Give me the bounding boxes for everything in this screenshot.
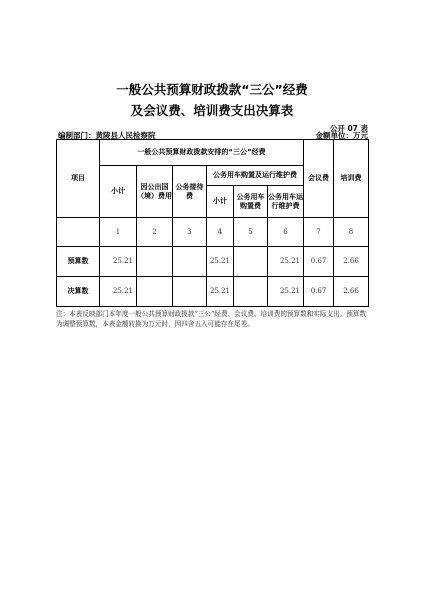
cell-subtotal: 25.21 bbox=[100, 247, 137, 277]
header-vehicle-group: 公务用车购置及运行维护费 bbox=[207, 166, 304, 186]
unit-label: 金额单位：万元 bbox=[315, 131, 368, 140]
cell-abroad bbox=[137, 277, 173, 307]
index-cell: 1 bbox=[100, 218, 137, 247]
index-cell: 8 bbox=[334, 218, 369, 247]
header-group-title: 一般公共预算财政拨款安排的“三公”经费 bbox=[100, 140, 304, 166]
index-cell: 2 bbox=[137, 218, 173, 247]
index-cell: 7 bbox=[304, 218, 334, 247]
cell-reception bbox=[173, 277, 207, 307]
cell-training: 2.66 bbox=[334, 277, 369, 307]
index-cell: 6 bbox=[268, 218, 304, 247]
index-cell: 3 bbox=[173, 218, 207, 247]
header-meeting: 会议费 bbox=[304, 140, 334, 218]
cell-vehicle-purchase bbox=[234, 247, 268, 277]
cell-vehicle-operation: 25.21 bbox=[268, 277, 304, 307]
report-title-line2: 及会议费、培训费支出决算表 bbox=[130, 103, 294, 118]
cell-meeting: 0.67 bbox=[304, 247, 334, 277]
index-cell-empty bbox=[57, 218, 100, 247]
table-note: 注：本表反映部门本年度一般公共预算财政拨款“三公”经费、会议费、培训费的预算数和实际支出。预算数为调整预算数，本表金额转换为万元时，因四舍五入可能存在尾差。 bbox=[56, 310, 367, 328]
cell-meeting: 0.67 bbox=[304, 277, 334, 307]
cell-reception bbox=[173, 247, 207, 277]
index-cell: 5 bbox=[234, 218, 268, 247]
header-subtotal: 小计 bbox=[100, 166, 137, 218]
cell-abroad bbox=[137, 247, 173, 277]
report-title-line1: 一般公共预算财政拨款“三公”经费 bbox=[116, 82, 308, 97]
cell-training: 2.66 bbox=[334, 247, 369, 277]
header-training: 培训费 bbox=[334, 140, 369, 218]
header-vehicle-operation: 公务用车运行维护费 bbox=[268, 186, 304, 218]
row-label: 决算数 bbox=[57, 277, 100, 307]
cell-vehicle-subtotal: 25.21 bbox=[207, 277, 234, 307]
header-abroad: 因公出国（境）费用 bbox=[137, 166, 173, 218]
cell-vehicle-subtotal: 25.21 bbox=[207, 247, 234, 277]
table-row-budget bbox=[57, 247, 369, 277]
expenditure-table bbox=[56, 139, 369, 307]
header-reception: 公务接待费 bbox=[173, 166, 207, 218]
header-vehicle-purchase: 公务用车购置费 bbox=[234, 186, 268, 218]
cell-vehicle-operation: 25.21 bbox=[268, 247, 304, 277]
cell-vehicle-purchase bbox=[234, 277, 268, 307]
table-number: 公开 07 表 bbox=[329, 124, 368, 133]
row-label: 预算数 bbox=[57, 247, 100, 277]
department-label: 编制部门：黄陵县人民检察院 bbox=[58, 131, 156, 140]
table-row-final bbox=[57, 277, 369, 307]
header-item: 项目 bbox=[57, 140, 100, 218]
cell-subtotal: 25.21 bbox=[100, 277, 137, 307]
index-cell: 4 bbox=[207, 218, 234, 247]
header-vehicle-subtotal: 小计 bbox=[207, 186, 234, 218]
